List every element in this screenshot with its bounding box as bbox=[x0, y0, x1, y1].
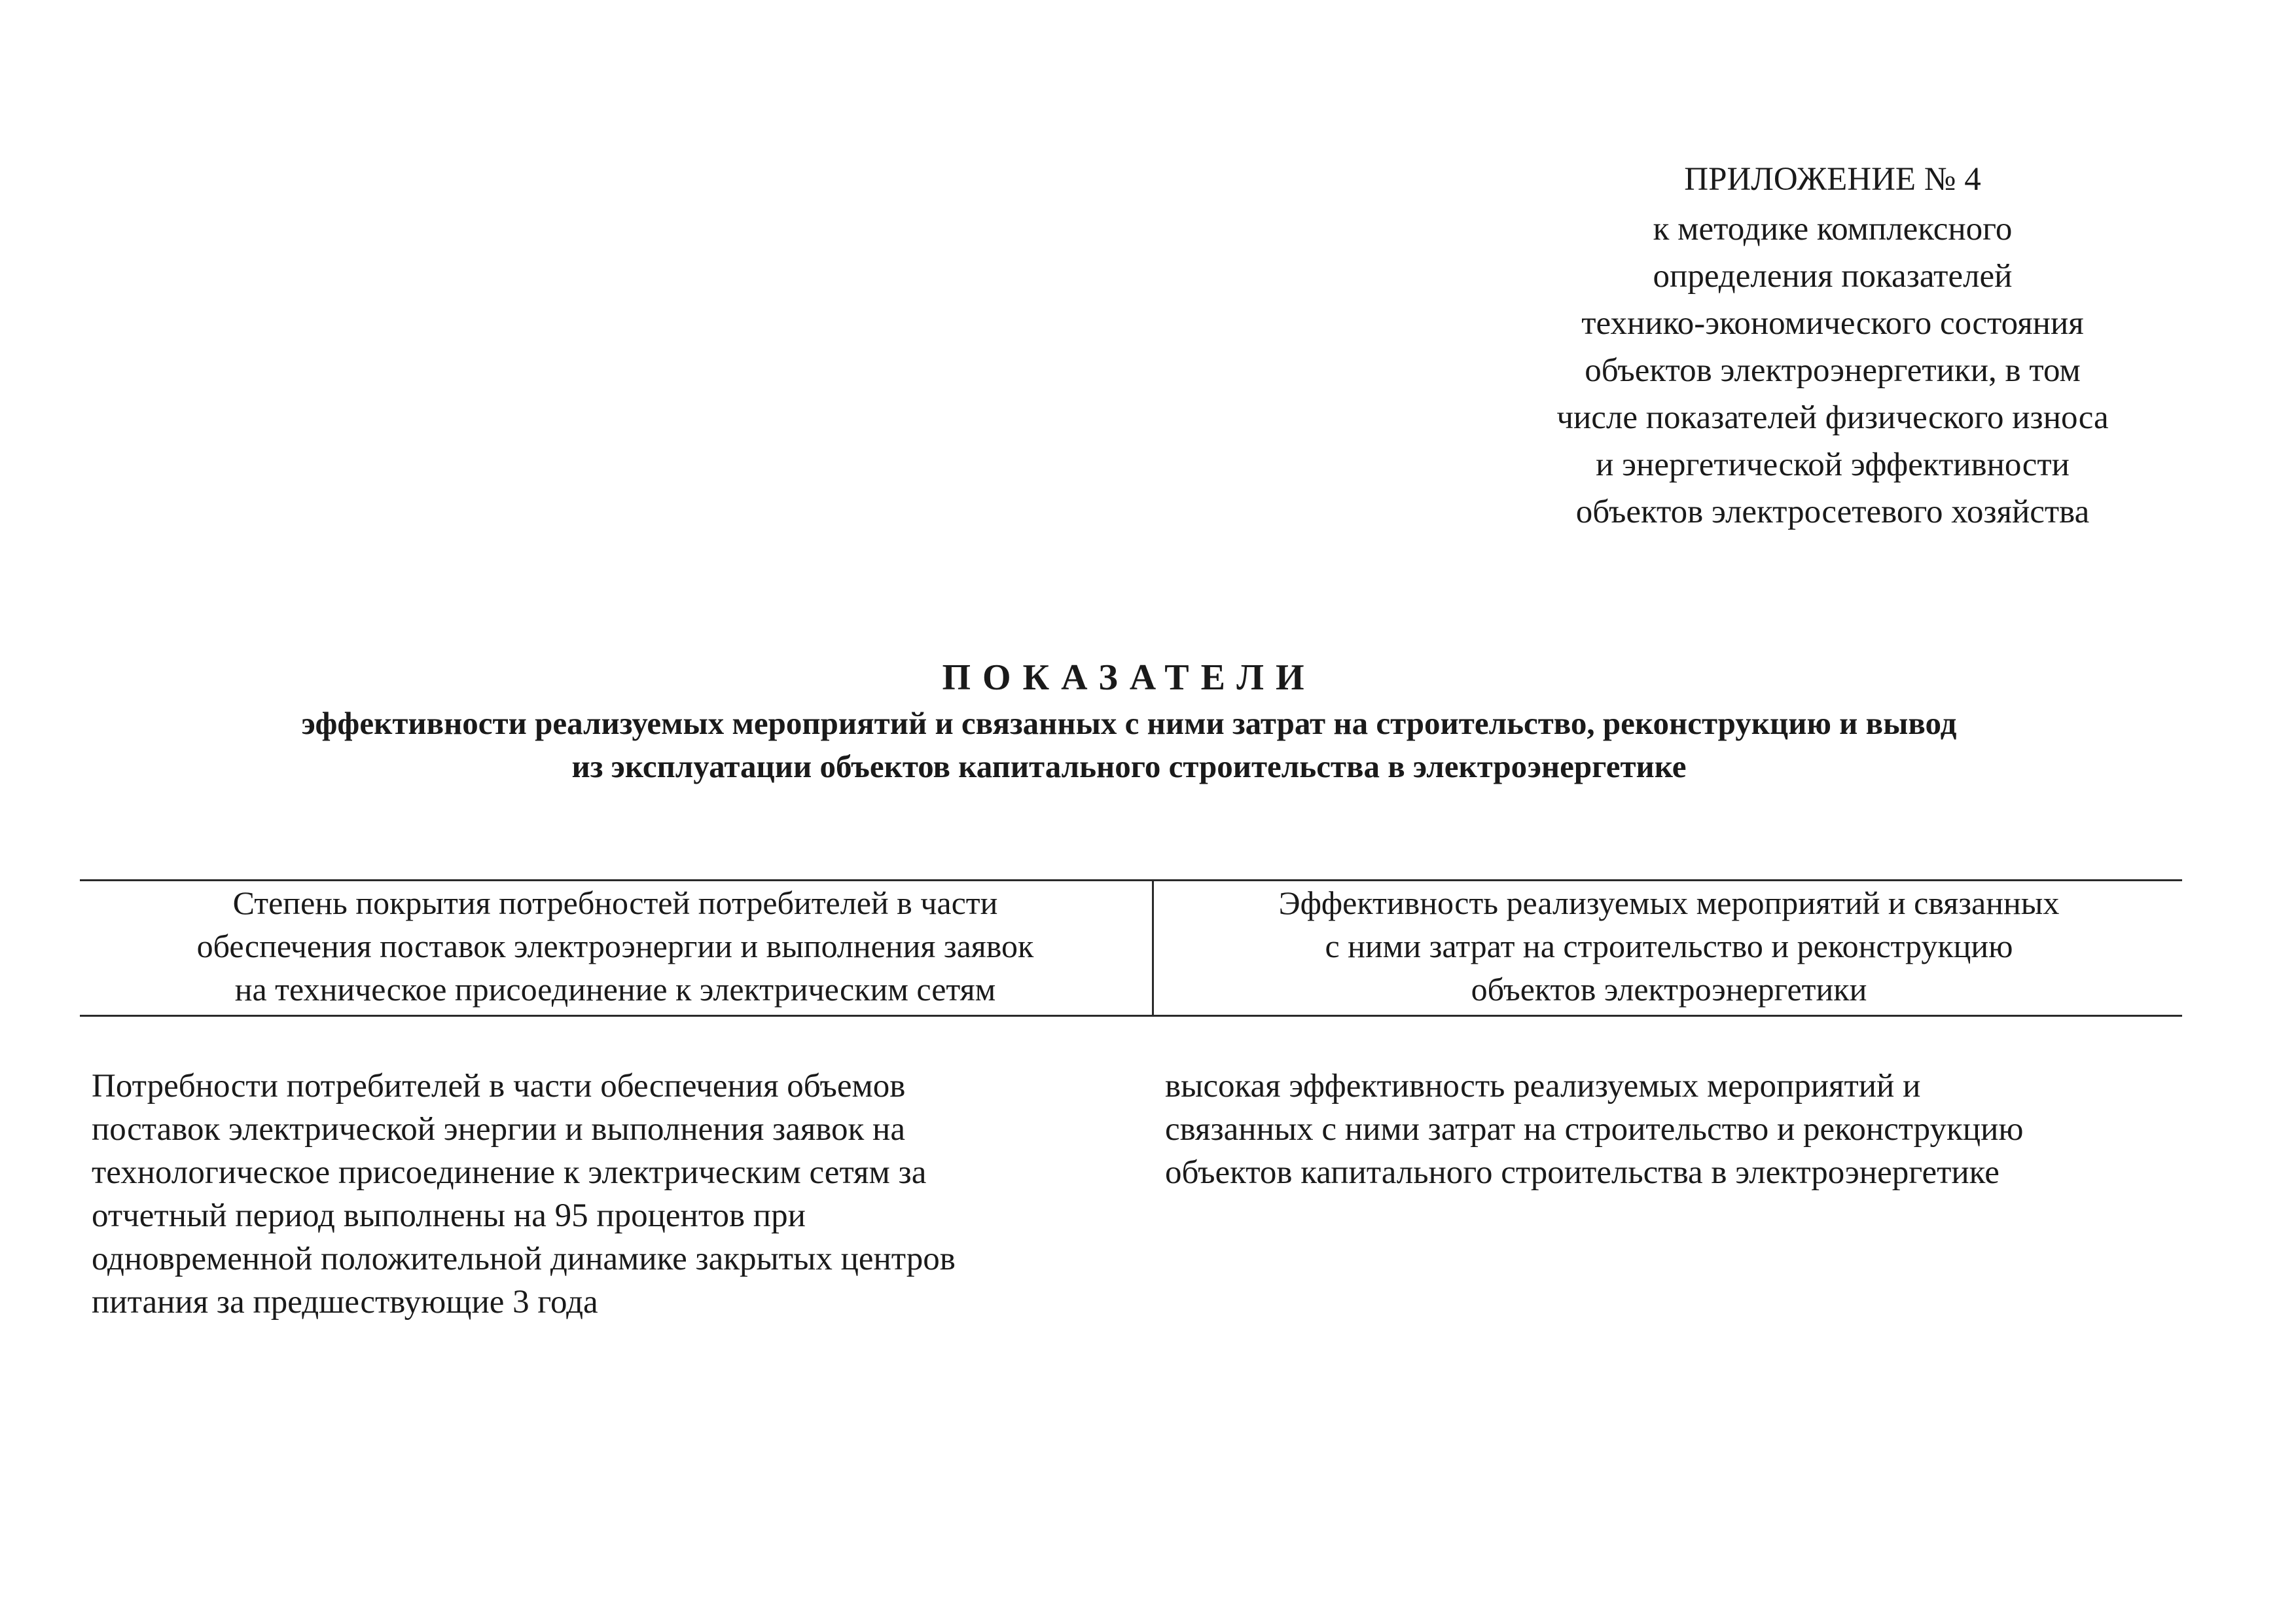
appendix-title: ПРИЛОЖЕНИЕ № 4 bbox=[1684, 161, 1981, 198]
appendix-line: и энергетической эффективности bbox=[1596, 447, 2070, 483]
header-line: Степень покрытия потребностей потребителей в части bbox=[232, 884, 998, 921]
page-subtitle bbox=[98, 702, 2160, 788]
appendix-line: технико-экономического состояния bbox=[1581, 305, 2084, 342]
subtitle-line: из эксплуатации объектов капитального строительства в электроэнергетике bbox=[571, 748, 1687, 784]
appendix-line: определения показателей bbox=[1653, 258, 2013, 295]
cell-line: связанных с ними затрат на строительство и реконструкцию bbox=[1165, 1111, 2024, 1148]
table-cell-efficiency bbox=[1165, 1065, 2186, 1194]
cell-line: высокая эффективность реализуемых мероприятий и bbox=[1165, 1068, 1921, 1104]
appendix-line: объектов электроэнергетики, в том bbox=[1585, 352, 2081, 389]
header-line: с ними затрат на строительство и реконструкцию bbox=[1325, 928, 2013, 964]
cell-line: поставок электрической энергии и выполнения заявок на bbox=[92, 1111, 905, 1148]
table-column-divider bbox=[1152, 881, 1154, 1015]
cell-line: Потребности потребителей в части обеспечения объемов bbox=[92, 1068, 906, 1104]
table-cell-coverage bbox=[92, 1065, 1139, 1324]
appendix-line: к методике комплексного bbox=[1653, 211, 2013, 247]
table-header-rule bbox=[80, 1015, 2182, 1017]
cell-line: технологическое присоединение к электрическим сетям за bbox=[92, 1154, 927, 1191]
appendix-line: объектов электросетевого хозяйства bbox=[1575, 494, 2090, 530]
cell-line: объектов капитального строительства в электроэнергетике bbox=[1165, 1154, 2000, 1191]
table-header-efficiency bbox=[1158, 881, 2179, 1011]
appendix-line: числе показателей физического износа bbox=[1556, 399, 2109, 436]
subtitle-line: эффективности реализуемых мероприятий и связанных с ними затрат на строительство, реконструкцию и вывод bbox=[301, 705, 1957, 741]
page-title: ПОКАЗАТЕЛИ bbox=[942, 657, 1316, 698]
header-line: Эффективность реализуемых мероприятий и связанных bbox=[1278, 884, 2060, 921]
header-line: обеспечения поставок электроэнергии и выполнения заявок bbox=[196, 928, 1034, 964]
header-line: на техническое присоединение к электрическим сетям bbox=[234, 971, 996, 1008]
cell-line: питания за предшествующие 3 года bbox=[92, 1284, 598, 1321]
header-line: объектов электроэнергетики bbox=[1471, 971, 1867, 1008]
appendix-block bbox=[1492, 156, 2173, 536]
cell-line: отчетный период выполнены на 95 процентов при bbox=[92, 1197, 806, 1234]
cell-line: одновременной положительной динамике закрытых центров bbox=[92, 1241, 956, 1277]
table-header-coverage bbox=[85, 881, 1145, 1011]
